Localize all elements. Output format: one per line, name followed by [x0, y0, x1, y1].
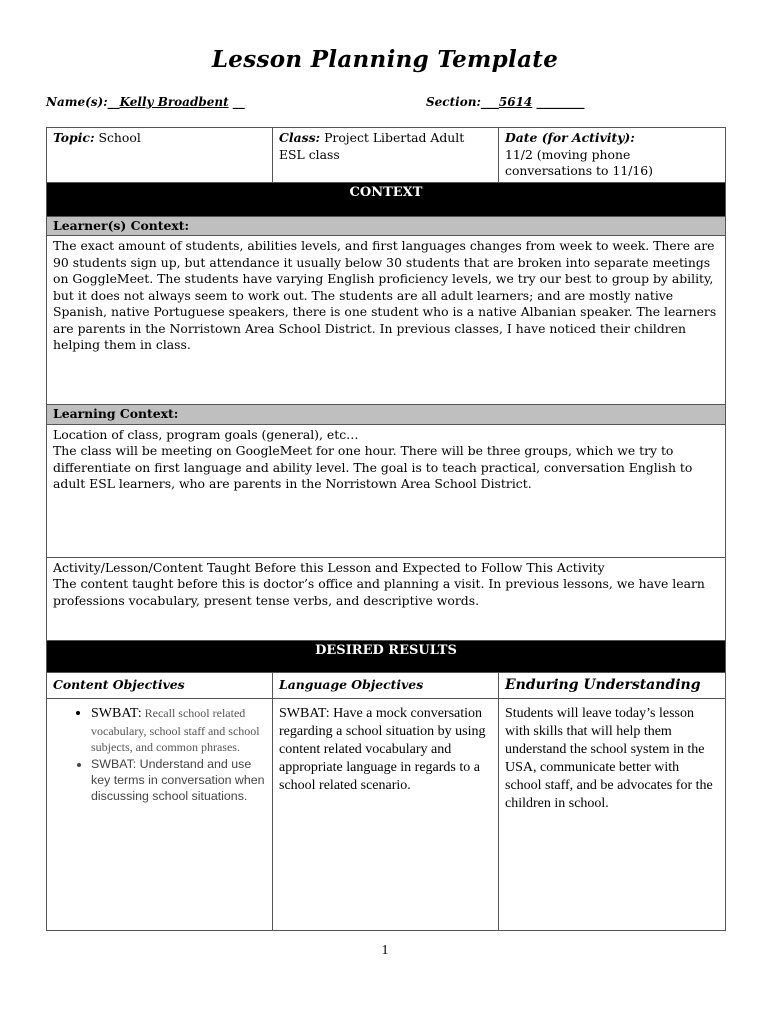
- class-label: Class:: [279, 130, 321, 145]
- desired-results-heading: DESIRED RESULTS: [47, 640, 726, 672]
- before-after-prompt: Activity/Lesson/Content Taught Before this Lesson and Expected to Follow This Activity: [53, 559, 605, 575]
- topic-cell: [47, 128, 273, 183]
- objectives-header-row: [47, 672, 726, 698]
- before-after-cell: [47, 557, 726, 640]
- name-label: Name(s):__: [46, 95, 120, 109]
- topic-label: Topic:: [53, 130, 95, 145]
- enduring-understanding-text: Students will leave today’s lesson with skills that will help them understand the school system in the USA, communicate better with school staff, and be advocates for the children in school.: [499, 698, 726, 930]
- content-objectives-label: Content Objectives: [47, 672, 273, 698]
- learning-context-cell: [47, 424, 726, 557]
- language-objectives-label: Language Objectives: [273, 672, 499, 698]
- date-cell: [499, 128, 726, 183]
- context-heading: CONTEXT: [47, 182, 726, 216]
- objectives-content-row: [47, 698, 726, 930]
- info-row: [47, 128, 726, 183]
- lesson-plan-table: [46, 127, 726, 931]
- page-number: 1: [381, 943, 389, 958]
- content-objectives-list: [53, 705, 266, 804]
- class-cell: [273, 128, 499, 183]
- date-label: Date (for Activity):: [505, 130, 635, 145]
- content-objective-item: • SWBAT: Understand and use key terms in conversation when discussing school situations.: [91, 756, 266, 804]
- section-label: Section:___: [426, 95, 499, 109]
- before-after-text: The content taught before this is doctor’s office and planning a visit. In previous lessons, we have learn professions vocabulary, present tense verbs, and descriptive words.: [53, 576, 705, 608]
- section-field: [426, 95, 584, 109]
- enduring-understanding-label: Enduring Understanding: [499, 672, 726, 698]
- topic-value: School: [94, 130, 141, 145]
- name-trail: __: [228, 95, 245, 109]
- section-value: 5614: [498, 95, 533, 109]
- name-field: [46, 95, 245, 109]
- content-objective-prefix: SWBAT:: [91, 705, 142, 721]
- page-title: Lesson Planning Template: [211, 46, 559, 73]
- learners-context-label: Learner(s) Context:: [47, 216, 726, 236]
- learners-context-text: The exact amount of students, abilities levels, and first languages changes from week to week. There are 90 students sign up, but attendance it usually below 30 students that are broken into separate meetings on GoggleMeet. The students have varying English proficiency levels, we try our best to group by ability, but it does not always seem to work out. The students are all adult learners; and are mostly native Spanish, native Portuguese speakers, there is one student who is a native Albanian speaker. The learners are parents in the Norristown Area School District. In previous classes, I have noticed their children helping them in class.: [47, 236, 726, 405]
- date-value: 11/2 (moving phone conversations to 11/16): [505, 146, 653, 178]
- learning-context-text: The class will be meeting on GoogleMeet for one hour. There will be three groups, which we try to differentiate on first language and ability level. The goal is to teach practical, conversation English to adult ESL learners, who are parents in the Norristown Area School District.: [53, 443, 693, 491]
- learning-context-label: Learning Context:: [47, 405, 726, 425]
- learning-context-prompt: Location of class, program goals (general), etc…: [53, 426, 359, 442]
- section-trail: ________: [532, 95, 585, 109]
- class-value: Project Libertad Adult ESL class: [279, 130, 465, 162]
- language-objectives-text: SWBAT: Have a mock conversation regarding a school situation by using content related vocabulary and appropriate language in regards to a school related scenario.: [273, 698, 499, 930]
- content-objective-text: Recall school related vocabulary, school staff and school subjects, and common phrases.: [91, 705, 260, 754]
- name-value: Kelly Broadbent: [119, 95, 229, 109]
- content-objectives-cell: [47, 698, 273, 930]
- content-objective-item: [91, 705, 266, 756]
